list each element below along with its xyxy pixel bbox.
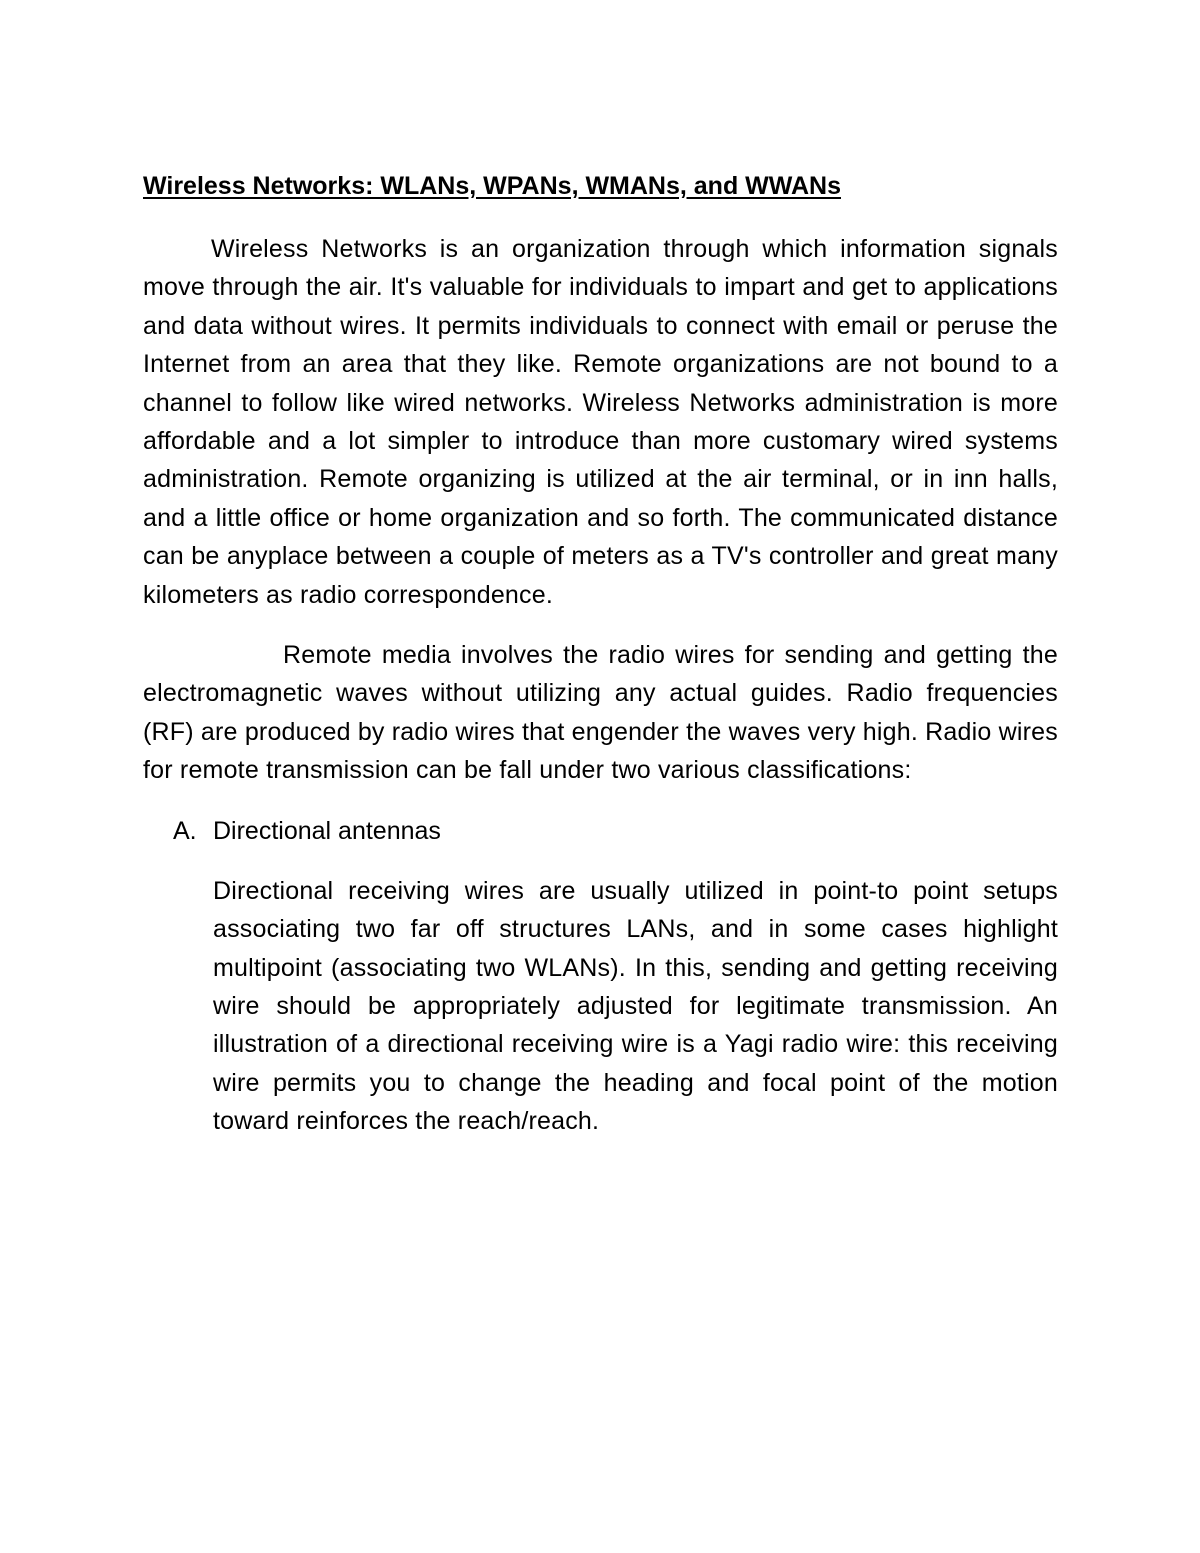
paragraph-remote-media: Remote media involves the radio wires for sending and getting the electromagnetic waves without utilizing any actual guides. Radio frequencies (RF) are produced by radio wires that engender the waves very high. Radio wires for remote transmission can be fall under two various classifications:: [143, 641, 1058, 785]
list-marker: A.: [173, 816, 197, 845]
list-item-body: Directional receiving wires are usually utilized in point-to point setups associating two far off structures LANs, and in some cases highlight multipoint (associating two WLANs). In this, sending and getting receiving wire should be appropriately adjusted for legitimate transmission. An illustration of a directional receiving wire is a Yagi radio wire: this receiving wire permits you to change the heading and focal point of the motion toward reinforces the reach/reach.: [213, 876, 1058, 1136]
document-body: [143, 168, 1058, 1141]
list-heading-text: Directional antennas: [213, 816, 441, 845]
list-item-heading: [143, 812, 1058, 850]
document-title: Wireless Networks: WLANs, WPANs, WMANs, and WWANs: [143, 172, 841, 200]
paragraph-intro: Wireless Networks is an organization through which information signals move through the air. It's valuable for individuals to impart and get to applications and data without wires. It permits individuals to connect with email or peruse the Internet from an area that they like. Remote organizations are not bound to a channel to follow like wired networks. Wireless Networks administration is more affordable and a lot simpler to introduce than more customary wired systems administration. Remote organizing is utilized at the air terminal, or in inn halls, and a little office or home organization and so forth. The communicated distance can be anyplace between a couple of meters as a TV's controller and great many kilometers as radio correspondence.: [143, 235, 1058, 609]
